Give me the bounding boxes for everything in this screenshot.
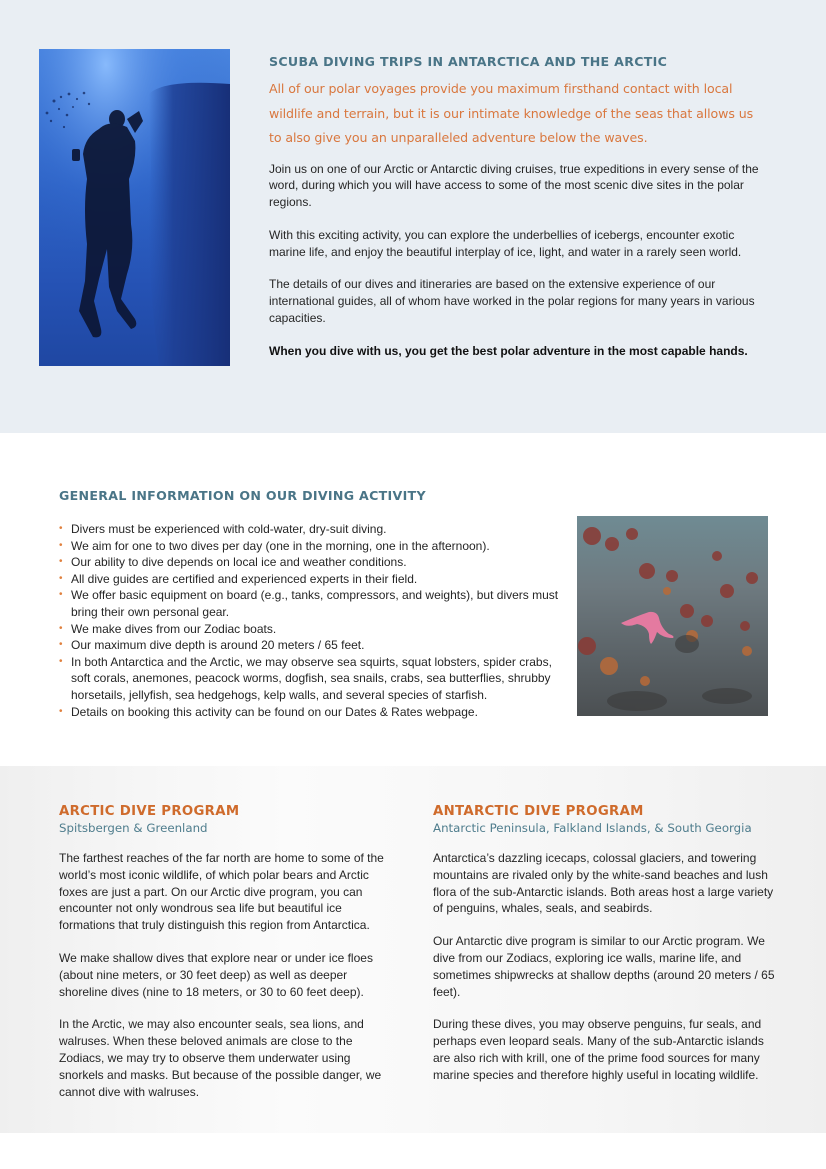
intro-text xyxy=(269,54,769,360)
bullet-icon: • xyxy=(59,523,63,534)
bullet-icon: • xyxy=(59,705,63,717)
diver-silhouette-image xyxy=(39,49,230,366)
antarctic-paragraph: During these dives, you may observe penguins, fur seals, and perhaps even leopard seals. Many of the sub-Antarctic islands are also rich with krill, one of the prime food sources for many marine species and therefore highly useful in locating wildlife. xyxy=(433,1017,764,1082)
scuba-diver-photo xyxy=(39,49,230,366)
antarctic-program-subtitle: Antarctic Peninsula, Falkland Islands, & South Georgia xyxy=(433,821,752,835)
bullet-icon: • xyxy=(59,639,63,651)
list-item: • Details on booking this activity can be found on our Dates & Rates webpage. xyxy=(59,704,478,719)
intro-closing: When you dive with us, you get the best polar adventure in the most capable hands. xyxy=(269,343,748,358)
list-item: • Our maximum dive depth is around 20 meters / 65 feet. xyxy=(59,638,365,653)
arctic-program-subtitle: Spitsbergen & Greenland xyxy=(59,821,208,835)
list-item: • All dive guides are certified and experienced experts in their field. xyxy=(59,571,418,586)
list-item: • We make dives from our Zodiac boats. xyxy=(59,621,277,636)
antarctic-program-title: ANTARCTIC DIVE PROGRAM xyxy=(433,804,644,819)
bullet-icon: • xyxy=(59,556,63,568)
bullet-icon: • xyxy=(59,589,63,601)
list-item: • In both Antarctica and the Arctic, we may observe sea squirts, squat lobsters, spider crabs, soft corals, anemones, peacock worms, dogfish, sea snails, crabs, sea butterflies, shrubby horsetails, jellyfish, sea hedgehogs, kelp walls, and several species of starfish. xyxy=(59,654,552,702)
list-item: • Divers must be experienced with cold-water, dry-suit diving. xyxy=(59,522,387,536)
arctic-program xyxy=(59,804,394,1100)
arctic-paragraph: In the Arctic, we may also encounter seals, sea lions, and walruses. When these beloved animals are close to the Zodiacs, we may try to observe them underwater using snorkels and masks. But because of the possible danger, we cannot dive with walruses. xyxy=(59,1017,382,1099)
antarctic-paragraph: Antarctica’s dazzling icecaps, colossal glaciers, and towering mountains are rivaled only by the white-sand beaches and lush flora of the sub-Antarctic islands. Both areas host a large variety of penguins, whales, seals, and seabirds. xyxy=(433,851,774,916)
intro-paragraph: Join us on one of our Arctic or Antarctic diving cruises, true expeditions in every sense of the word, during which you will have access to some of the most scenic dive sites in the polar regions. xyxy=(269,161,759,210)
intro-title: SCUBA DIVING TRIPS IN ANTARCTICA AND THE ARCTIC xyxy=(269,54,668,69)
list-item: • We offer basic equipment on board (e.g., tanks, compressors, and weights), but divers must bring their own personal gear. xyxy=(59,588,559,619)
general-info-title: GENERAL INFORMATION ON OUR DIVING ACTIVITY xyxy=(59,488,426,503)
bullet-icon: • xyxy=(59,655,63,667)
bullet-icon: • xyxy=(59,539,63,551)
intro-paragraph: The details of our dives and itineraries are based on the extensive experience of our international guides, all of whom have worked in the polar regions for many years in various capacities. xyxy=(269,277,755,326)
intro-paragraph: With this exciting activity, you can explore the underbellies of icebergs, encounter exotic marine life, and enjoy the beautiful interplay of ice, light, and water in a rarely seen world. xyxy=(269,227,742,259)
intro-lead: All of our polar voyages provide you maximum firsthand contact with local wildlife and terrain, but it is our intimate knowledge of the seas that allows us to also give you an unparalleled adventure below the waves. xyxy=(269,81,754,145)
intro-section xyxy=(0,0,826,433)
antarctic-program xyxy=(433,804,778,1084)
antarctic-paragraph: Our Antarctic dive program is similar to our Arctic program. We dive from our Zodiacs, exploring ice walls, marine life, and sometimes shipwrecks at shallow depths (around 20 meters / 65 feet). xyxy=(433,934,775,999)
general-info-list xyxy=(59,521,559,720)
bullet-icon: • xyxy=(59,572,63,584)
arctic-program-title: ARCTIC DIVE PROGRAM xyxy=(59,804,240,819)
seafloor-starfish-photo xyxy=(577,516,768,716)
list-item: • We aim for one to two dives per day (one in the morning, one in the afternoon). xyxy=(59,538,490,553)
dive-programs-section xyxy=(0,766,826,1133)
list-item: • Our ability to dive depends on local ice and weather conditions. xyxy=(59,555,407,570)
general-info-section xyxy=(0,433,826,766)
arctic-paragraph: The farthest reaches of the far north are home to some of the world’s most iconic wildlife, of which polar bears and Arctic foxes are just a part. On our Arctic dive program, you can encounter not only wondrous sea life but beautiful ice formations that truly distinguish this region from Antarctica. xyxy=(59,851,384,933)
starfish-image xyxy=(577,516,768,716)
bullet-icon: • xyxy=(59,622,63,634)
arctic-paragraph: We make shallow dives that explore near or under ice floes (about nine meters, or 30 feet deep) as well as deeper shoreline dives (nine to 18 meters, or 30 to 60 feet deep). xyxy=(59,950,373,999)
